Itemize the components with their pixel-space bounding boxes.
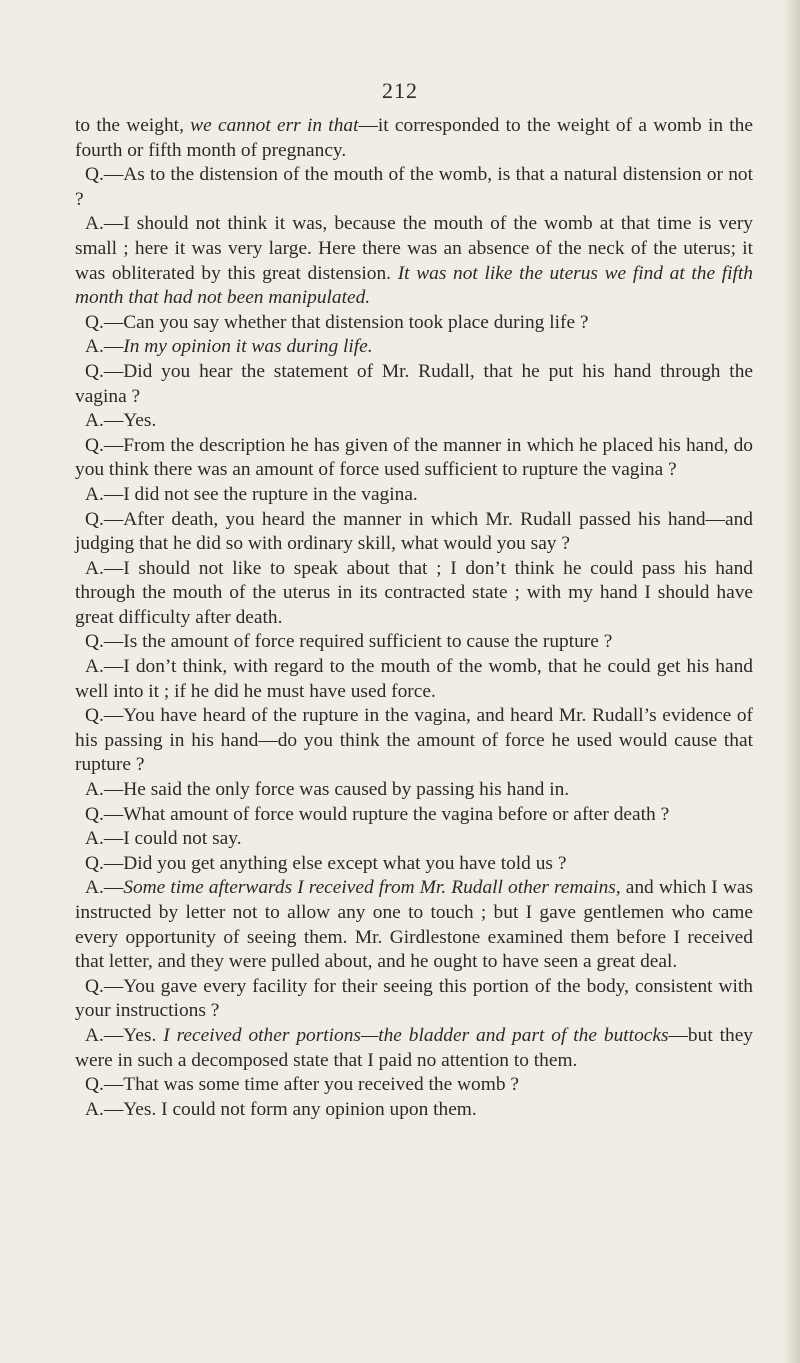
- text-segment: A.—He said the only force was caused by passing his hand in.: [85, 779, 570, 801]
- text-segment: A.—: [85, 877, 124, 899]
- text-segment: Q.—Is the amount of force required sufficient to cause the rupture ?: [85, 631, 613, 653]
- page-edge-shadow: [782, 0, 800, 1363]
- italic-text: In my opinion it was during life.: [123, 336, 373, 358]
- text-segment: Q.—After death, you heard the manner in which Mr. Rudall passed his hand—and judging that he did so with ordinary skill, what would you say ?: [75, 508, 753, 555]
- qa-paragraph: [75, 163, 753, 212]
- qa-paragraph: [75, 852, 753, 877]
- italic-text: It was not like the uterus we find at the fifth month that had not been manipulated.: [75, 262, 753, 309]
- text-segment: Q.—You gave every facility for their seeing this portion of the body, consistent with your instructions ?: [75, 975, 753, 1022]
- text-segment: A.—I should not like to speak about that ; I don’t think he could pass his hand through the mouth of the uterus in its contracted state ; with my hand I should have great difficulty after death.: [75, 557, 753, 628]
- qa-paragraph: [75, 630, 753, 655]
- text-segment: Q.—You have heard of the rupture in the vagina, and heard Mr. Rudall’s evidence of his passing in his hand—do you think the amount of force he used would cause that rupture ?: [75, 705, 753, 776]
- text-segment: , and which I was instructed by letter not to allow any one to touch ; but I gave gentlemen who came every opportunity of seeing them. Mr. Girdlestone examined them before I received that letter, and they were pulled about, and he ought to have seen a great deal.: [75, 877, 753, 973]
- qa-paragraph: [75, 1073, 753, 1098]
- text-segment: A.—Yes. I could not form any opinion upon them.: [85, 1098, 477, 1120]
- text-segment: A.—I could not say.: [85, 828, 242, 850]
- qa-paragraph: [75, 704, 753, 778]
- qa-paragraph: [75, 434, 753, 483]
- text-segment: A.—I don’t think, with regard to the mouth of the womb, that he could get his hand well into it ; if he did he must have used force.: [75, 656, 753, 702]
- qa-paragraph: [75, 483, 753, 508]
- body-text: [75, 114, 753, 1122]
- qa-paragraph: [75, 212, 753, 310]
- qa-paragraph: [75, 508, 753, 557]
- text-segment: Q.—As to the distension of the mouth of the womb, is that a natural distension or not ?: [75, 164, 753, 210]
- text-segment: A.—I should not think it was, because the mouth of the womb at that time is very small ; here it was very large. Here there was an absence of the neck of the uterus; it was obliterated by this great distension.: [75, 213, 753, 284]
- text-segment: —it corresponded to the weight of a womb in the fourth or fifth month of pregnancy.: [75, 115, 753, 161]
- text-segment: —but they were in such a decomposed state that I paid no attention to them.: [75, 1024, 754, 1071]
- text-segment: Q.—Can you say whether that distension took place during life ?: [85, 311, 589, 333]
- qa-paragraph: [75, 803, 753, 828]
- text-segment: Q.—What amount of force would rupture the vagina before or after death ?: [85, 803, 670, 825]
- italic-text: Some time afterwards I received from Mr. Rudall other remains: [123, 877, 616, 899]
- italic-text: we cannot err in that: [190, 115, 359, 136]
- qa-paragraph: [75, 655, 753, 704]
- text-segment: A.—Yes.: [85, 1024, 164, 1046]
- qa-paragraph: [75, 1024, 753, 1073]
- page-number: 212: [382, 78, 418, 103]
- continuation-paragraph: [75, 114, 753, 163]
- text-segment: Q.—Did you get anything else except what you have told us ?: [85, 852, 567, 874]
- text-segment: A.—Yes.: [85, 410, 157, 432]
- qa-paragraph: [75, 778, 753, 803]
- qa-paragraph: [75, 1098, 753, 1123]
- qa-paragraph: [75, 827, 753, 852]
- text-segment: to the weight,: [75, 115, 191, 136]
- qa-paragraph: [75, 876, 753, 974]
- qa-paragraph: [75, 557, 753, 631]
- qa-paragraph: [75, 975, 753, 1024]
- text-segment: Q.—From the description he has given of the manner in which he placed his hand, do you think there was an amount of force used sufficient to rupture the vagina ?: [75, 434, 753, 481]
- text-segment: A.—I did not see the rupture in the vagina.: [85, 483, 418, 505]
- qa-paragraph: [75, 409, 753, 434]
- italic-text: I received other portions—the bladder and part of the buttocks: [163, 1024, 669, 1046]
- text-segment: A.—: [85, 336, 124, 358]
- qa-paragraph: [75, 311, 753, 336]
- qa-paragraph: [75, 335, 753, 360]
- text-segment: Q.—That was some time after you received the womb ?: [85, 1074, 519, 1096]
- text-segment: Q.—Did you hear the statement of Mr. Rudall, that he put his hand through the vagina ?: [75, 360, 753, 407]
- qa-paragraph: [75, 360, 753, 409]
